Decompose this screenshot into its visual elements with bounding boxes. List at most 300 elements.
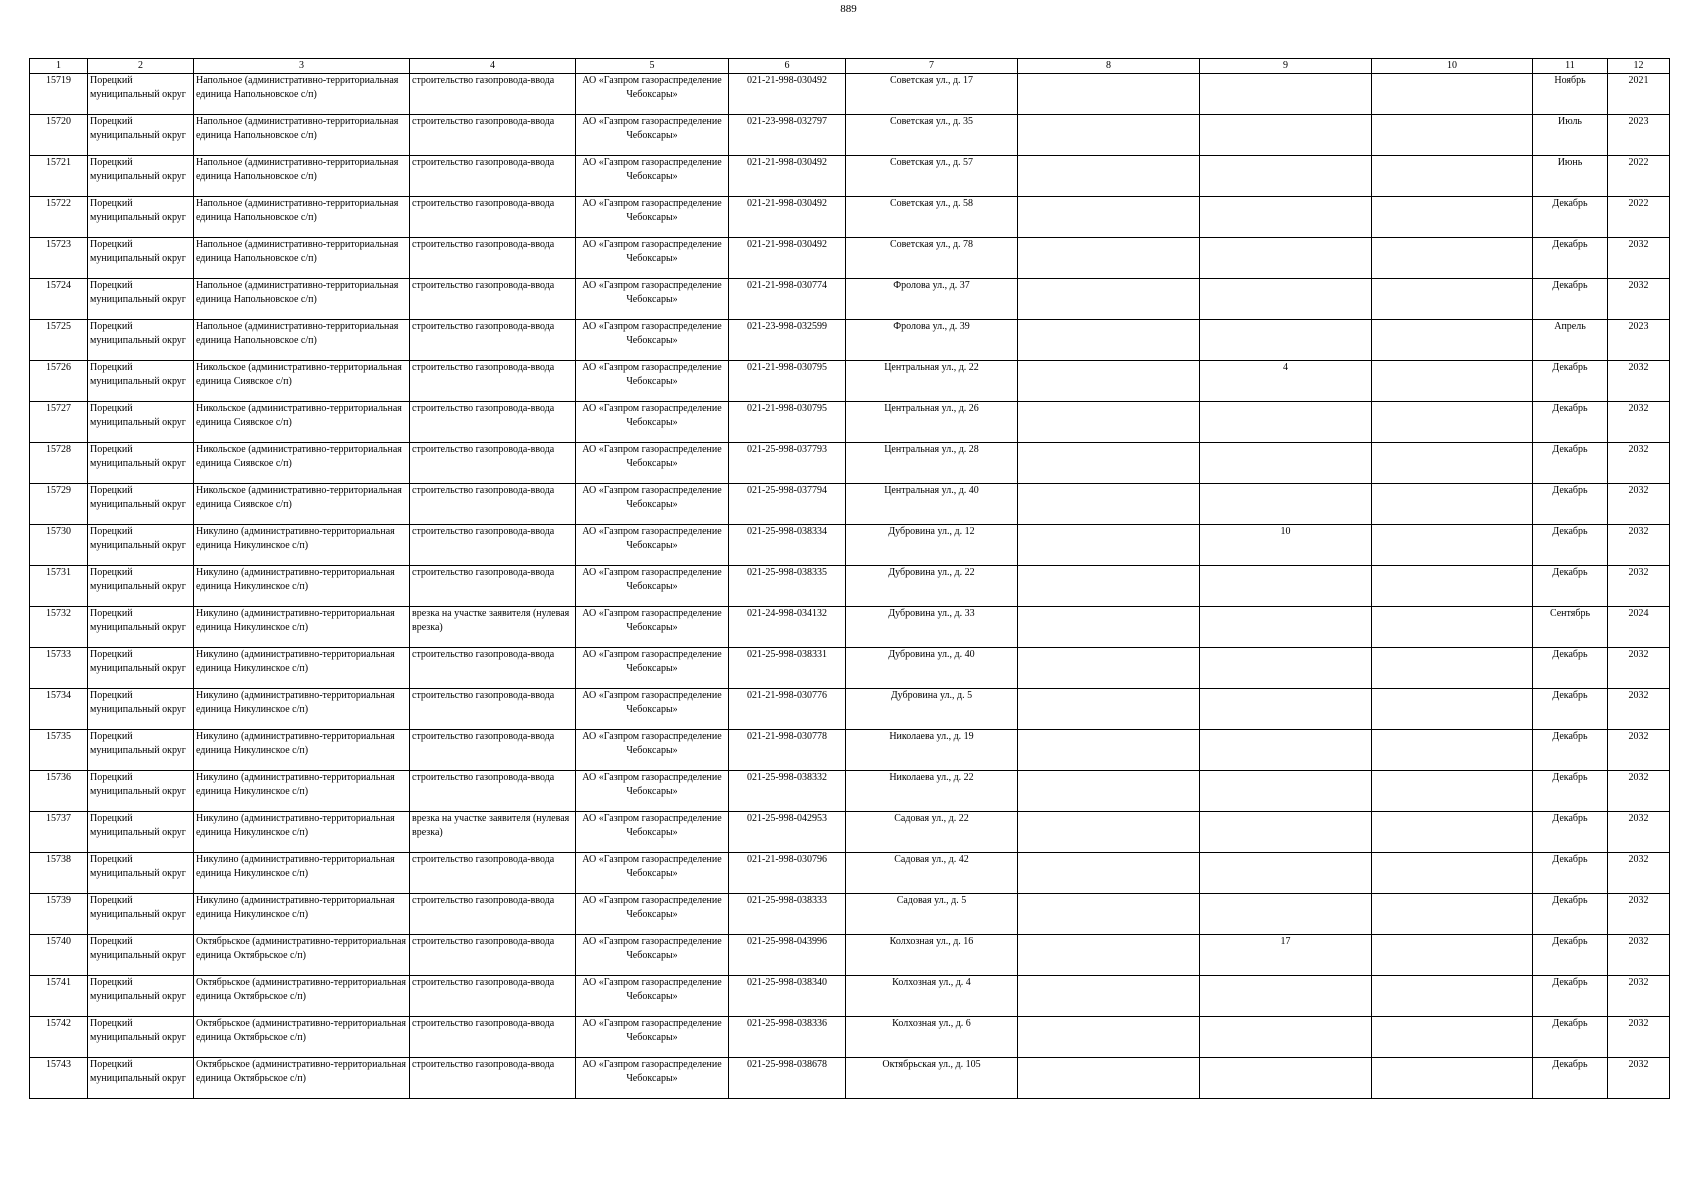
settlement-cell-text: Напольное (административно-территориальная единица Напольновское с/п) (196, 239, 399, 264)
header-cell: 6 (729, 59, 846, 74)
settlement-cell (194, 607, 410, 648)
row-number-cell-text: 15738 (46, 854, 71, 865)
month-cell (1533, 238, 1608, 279)
work-type-cell (410, 1017, 576, 1058)
row-number-cell (30, 812, 88, 853)
column-8-cell (1018, 935, 1200, 976)
month-cell-text: Декабрь (1552, 895, 1588, 906)
address-cell (846, 730, 1018, 771)
district-cell (88, 320, 194, 361)
row-number-cell-text: 15735 (46, 731, 71, 742)
year-cell-text: 2032 (1628, 444, 1649, 455)
settlement-cell (194, 156, 410, 197)
month-cell-text: Декабрь (1552, 362, 1588, 373)
request-number-cell-text: 021-21-998-030795 (747, 403, 827, 414)
district-cell (88, 402, 194, 443)
district-cell (88, 361, 194, 402)
request-number-cell-text: 021-25-998-042953 (747, 813, 827, 824)
settlement-cell-text: Никулино (административно-территориальная единица Никулинское с/п) (196, 526, 395, 551)
district-cell-text: Порецкий муниципальный округ (90, 813, 186, 838)
year-cell-text: 2032 (1628, 362, 1649, 373)
district-cell-text: Порецкий муниципальный округ (90, 362, 186, 387)
settlement-cell-text: Никулино (административно-территориальная единица Никулинское с/п) (196, 895, 395, 920)
year-cell (1608, 607, 1670, 648)
work-type-cell (410, 279, 576, 320)
address-cell (846, 402, 1018, 443)
district-cell-text: Порецкий муниципальный округ (90, 895, 186, 920)
column-8-cell (1018, 402, 1200, 443)
settlement-cell (194, 402, 410, 443)
request-number-cell (729, 525, 846, 566)
organization-cell-text: АО «Газпром газораспределение Чебоксары» (582, 895, 722, 920)
row-number-cell (30, 935, 88, 976)
settlement-cell (194, 771, 410, 812)
header-cell: 10 (1372, 59, 1533, 74)
page-number: 889 (840, 3, 857, 15)
month-cell-text: Декабрь (1552, 772, 1588, 783)
work-type-cell (410, 525, 576, 566)
month-cell-text: Декабрь (1552, 485, 1588, 496)
district-cell-text: Порецкий муниципальный округ (90, 444, 186, 469)
work-type-cell-text: строительство газопровода-ввода (412, 772, 555, 783)
work-type-cell (410, 156, 576, 197)
column-9-cell (1200, 1017, 1372, 1058)
settlement-cell (194, 320, 410, 361)
settlement-cell-text: Никулино (административно-территориальная единица Никулинское с/п) (196, 813, 395, 838)
organization-cell (576, 197, 729, 238)
column-8-cell (1018, 156, 1200, 197)
row-number-cell (30, 156, 88, 197)
settlement-cell-text: Напольное (административно-территориальная единица Напольновское с/п) (196, 198, 399, 223)
work-type-cell (410, 402, 576, 443)
row-number-cell (30, 566, 88, 607)
address-cell-text: Колхозная ул., д. 4 (892, 977, 971, 988)
column-9-cell (1200, 238, 1372, 279)
organization-cell-text: АО «Газпром газораспределение Чебоксары» (582, 1059, 722, 1084)
registry-table (29, 58, 1670, 1099)
month-cell (1533, 607, 1608, 648)
request-number-cell-text: 021-21-998-030795 (747, 362, 827, 373)
request-number-cell-text: 021-21-998-030492 (747, 157, 827, 168)
work-type-cell-text: строительство газопровода-ввода (412, 444, 555, 455)
district-cell (88, 976, 194, 1017)
request-number-cell-text: 021-24-998-034132 (747, 608, 827, 619)
month-cell (1533, 894, 1608, 935)
column-10-cell (1372, 689, 1533, 730)
work-type-cell (410, 484, 576, 525)
settlement-cell (194, 894, 410, 935)
settlement-cell-text: Октябрьское (административно-территориальная единица Октябрьское с/п) (196, 977, 406, 1002)
organization-cell (576, 279, 729, 320)
organization-cell-text: АО «Газпром газораспределение Чебоксары» (582, 239, 722, 264)
column-9-cell-text: 17 (1280, 936, 1291, 947)
table-row (30, 771, 1670, 812)
column-8-cell (1018, 1058, 1200, 1099)
request-number-cell (729, 853, 846, 894)
address-cell (846, 156, 1018, 197)
address-cell (846, 279, 1018, 320)
request-number-cell-text: 021-25-998-038333 (747, 895, 827, 906)
table-header (30, 59, 1670, 74)
column-10-cell (1372, 115, 1533, 156)
month-cell-text: Декабрь (1552, 649, 1588, 660)
table-row (30, 197, 1670, 238)
settlement-cell-text: Никольское (административно-территориальная единица Сиявское с/п) (196, 403, 402, 428)
month-cell (1533, 197, 1608, 238)
year-cell (1608, 853, 1670, 894)
request-number-cell (729, 689, 846, 730)
address-cell (846, 771, 1018, 812)
request-number-cell-text: 021-25-998-038334 (747, 526, 827, 537)
column-10-cell (1372, 853, 1533, 894)
month-cell (1533, 74, 1608, 115)
district-cell-text: Порецкий муниципальный округ (90, 526, 186, 551)
year-cell (1608, 156, 1670, 197)
district-cell (88, 812, 194, 853)
row-number-cell-text: 15737 (46, 813, 71, 824)
table-row (30, 115, 1670, 156)
organization-cell (576, 689, 729, 730)
column-8-cell (1018, 853, 1200, 894)
row-number-cell-text: 15730 (46, 526, 71, 537)
header-cell: 8 (1018, 59, 1200, 74)
column-9-cell (1200, 74, 1372, 115)
month-cell-text: Декабрь (1552, 977, 1588, 988)
table-row (30, 1017, 1670, 1058)
request-number-cell (729, 976, 846, 1017)
settlement-cell (194, 525, 410, 566)
district-cell (88, 730, 194, 771)
column-10-cell (1372, 402, 1533, 443)
table-row (30, 935, 1670, 976)
work-type-cell-text: строительство газопровода-ввода (412, 157, 555, 168)
work-type-cell (410, 771, 576, 812)
column-9-cell-text: 10 (1280, 526, 1291, 537)
column-10-cell (1372, 607, 1533, 648)
address-cell (846, 566, 1018, 607)
request-number-cell (729, 115, 846, 156)
address-cell (846, 74, 1018, 115)
work-type-cell (410, 115, 576, 156)
settlement-cell-text: Никулино (административно-территориальная единица Никулинское с/п) (196, 731, 395, 756)
request-number-cell-text: 021-25-998-038678 (747, 1059, 827, 1070)
column-8-cell (1018, 648, 1200, 689)
district-cell-text: Порецкий муниципальный округ (90, 649, 186, 674)
address-cell (846, 976, 1018, 1017)
district-cell-text: Порецкий муниципальный округ (90, 731, 186, 756)
column-10-cell (1372, 361, 1533, 402)
year-cell-text: 2032 (1628, 772, 1649, 783)
district-cell-text: Порецкий муниципальный округ (90, 1018, 186, 1043)
year-cell-text: 2032 (1628, 649, 1649, 660)
month-cell (1533, 771, 1608, 812)
address-cell-text: Садовая ул., д. 5 (896, 895, 967, 906)
column-8-cell (1018, 361, 1200, 402)
work-type-cell (410, 607, 576, 648)
row-number-cell (30, 894, 88, 935)
column-8-cell (1018, 197, 1200, 238)
month-cell (1533, 566, 1608, 607)
request-number-cell (729, 443, 846, 484)
column-9-cell (1200, 279, 1372, 320)
organization-cell (576, 935, 729, 976)
work-type-cell (410, 853, 576, 894)
column-8-cell (1018, 976, 1200, 1017)
request-number-cell-text: 021-21-998-030492 (747, 75, 827, 86)
column-10-cell (1372, 156, 1533, 197)
work-type-cell (410, 74, 576, 115)
column-8-cell (1018, 812, 1200, 853)
organization-cell-text: АО «Газпром газораспределение Чебоксары» (582, 116, 722, 141)
column-10-cell (1372, 197, 1533, 238)
request-number-cell-text: 021-21-998-030492 (747, 198, 827, 209)
month-cell (1533, 361, 1608, 402)
work-type-cell-text: строительство газопровода-ввода (412, 239, 555, 250)
row-number-cell (30, 74, 88, 115)
month-cell (1533, 484, 1608, 525)
year-cell-text: 2032 (1628, 936, 1649, 947)
settlement-cell-text: Напольное (административно-территориальная единица Напольновское с/п) (196, 280, 399, 305)
column-8-cell (1018, 484, 1200, 525)
header-cell: 7 (846, 59, 1018, 74)
organization-cell-text: АО «Газпром газораспределение Чебоксары» (582, 198, 722, 223)
address-cell-text: Садовая ул., д. 42 (894, 854, 969, 865)
settlement-cell (194, 1017, 410, 1058)
organization-cell-text: АО «Газпром газораспределение Чебоксары» (582, 854, 722, 879)
address-cell-text: Николаева ул., д. 19 (889, 731, 974, 742)
column-8-cell (1018, 525, 1200, 566)
organization-cell-text: АО «Газпром газораспределение Чебоксары» (582, 936, 722, 961)
month-cell (1533, 525, 1608, 566)
address-cell (846, 320, 1018, 361)
organization-cell (576, 320, 729, 361)
request-number-cell (729, 361, 846, 402)
header-cell: 2 (88, 59, 194, 74)
address-cell (846, 894, 1018, 935)
address-cell (846, 115, 1018, 156)
column-10-cell (1372, 320, 1533, 361)
table-body (30, 74, 1670, 1099)
request-number-cell (729, 566, 846, 607)
settlement-cell-text: Никулино (административно-территориальная единица Никулинское с/п) (196, 649, 395, 674)
settlement-cell-text: Никольское (административно-территориальная единица Сиявское с/п) (196, 444, 402, 469)
address-cell-text: Центральная ул., д. 28 (884, 444, 979, 455)
organization-cell-text: АО «Газпром газораспределение Чебоксары» (582, 690, 722, 715)
month-cell (1533, 730, 1608, 771)
table-row (30, 361, 1670, 402)
address-cell (846, 238, 1018, 279)
address-cell (846, 197, 1018, 238)
organization-cell (576, 648, 729, 689)
column-9-cell (1200, 607, 1372, 648)
row-number-cell (30, 484, 88, 525)
address-cell-text: Фролова ул., д. 39 (893, 321, 970, 332)
month-cell (1533, 976, 1608, 1017)
row-number-cell-text: 15739 (46, 895, 71, 906)
address-cell-text: Колхозная ул., д. 6 (892, 1018, 971, 1029)
work-type-cell-text: строительство газопровода-ввода (412, 895, 555, 906)
address-cell-text: Советская ул., д. 35 (889, 116, 974, 127)
row-number-cell (30, 320, 88, 361)
organization-cell (576, 402, 729, 443)
year-cell-text: 2023 (1628, 321, 1649, 332)
settlement-cell (194, 238, 410, 279)
settlement-cell (194, 279, 410, 320)
table-row (30, 320, 1670, 361)
address-cell-text: Дубровина ул., д. 33 (888, 608, 975, 619)
request-number-cell-text: 021-25-998-043996 (747, 936, 827, 947)
column-10-cell (1372, 648, 1533, 689)
month-cell-text: Июль (1558, 116, 1582, 127)
year-cell (1608, 402, 1670, 443)
month-cell-text: Апрель (1554, 321, 1586, 332)
work-type-cell-text: строительство газопровода-ввода (412, 75, 555, 86)
request-number-cell-text: 021-25-998-038340 (747, 977, 827, 988)
row-number-cell-text: 15736 (46, 772, 71, 783)
work-type-cell-text: строительство газопровода-ввода (412, 526, 555, 537)
row-number-cell-text: 15743 (46, 1059, 71, 1070)
month-cell (1533, 853, 1608, 894)
table-row (30, 689, 1670, 730)
organization-cell (576, 853, 729, 894)
table-row (30, 853, 1670, 894)
district-cell (88, 1017, 194, 1058)
year-cell-text: 2032 (1628, 567, 1649, 578)
request-number-cell-text: 021-23-998-032797 (747, 116, 827, 127)
settlement-cell (194, 812, 410, 853)
year-cell (1608, 771, 1670, 812)
organization-cell (576, 525, 729, 566)
row-number-cell (30, 976, 88, 1017)
row-number-cell-text: 15733 (46, 649, 71, 660)
column-8-cell (1018, 894, 1200, 935)
district-cell-text: Порецкий муниципальный округ (90, 854, 186, 879)
work-type-cell-text: строительство газопровода-ввода (412, 321, 555, 332)
district-cell (88, 689, 194, 730)
settlement-cell-text: Никулино (административно-территориальная единица Никулинское с/п) (196, 567, 395, 592)
district-cell (88, 853, 194, 894)
address-cell-text: Садовая ул., д. 22 (894, 813, 969, 824)
address-cell-text: Советская ул., д. 78 (889, 239, 974, 250)
district-cell (88, 115, 194, 156)
year-cell (1608, 197, 1670, 238)
month-cell (1533, 443, 1608, 484)
work-type-cell-text: строительство газопровода-ввода (412, 690, 555, 701)
organization-cell-text: АО «Газпром газораспределение Чебоксары» (582, 567, 722, 592)
month-cell (1533, 320, 1608, 361)
header-cell: 4 (410, 59, 576, 74)
month-cell-text: Декабрь (1552, 731, 1588, 742)
district-cell-text: Порецкий муниципальный округ (90, 75, 186, 100)
district-cell (88, 607, 194, 648)
month-cell-text: Декабрь (1552, 280, 1588, 291)
year-cell-text: 2023 (1628, 116, 1649, 127)
settlement-cell (194, 74, 410, 115)
year-cell-text: 2032 (1628, 895, 1649, 906)
address-cell-text: Дубровина ул., д. 40 (888, 649, 975, 660)
address-cell-text: Николаева ул., д. 22 (889, 772, 974, 783)
column-8-cell (1018, 566, 1200, 607)
row-number-cell-text: 15719 (46, 75, 71, 86)
month-cell (1533, 648, 1608, 689)
row-number-cell-text: 15729 (46, 485, 71, 496)
row-number-cell-text: 15720 (46, 116, 71, 127)
row-number-cell (30, 238, 88, 279)
request-number-cell-text: 021-25-998-037794 (747, 485, 827, 496)
organization-cell-text: АО «Газпром газораспределение Чебоксары» (582, 280, 722, 305)
district-cell-text: Порецкий муниципальный округ (90, 485, 186, 510)
request-number-cell (729, 771, 846, 812)
work-type-cell-text: строительство газопровода-ввода (412, 1018, 555, 1029)
organization-cell-text: АО «Газпром газораспределение Чебоксары» (582, 526, 722, 551)
district-cell (88, 771, 194, 812)
request-number-cell (729, 812, 846, 853)
organization-cell (576, 894, 729, 935)
month-cell-text: Сентябрь (1549, 608, 1591, 619)
month-cell (1533, 935, 1608, 976)
year-cell (1608, 115, 1670, 156)
organization-cell-text: АО «Газпром газораспределение Чебоксары» (582, 444, 722, 469)
month-cell-text: Декабрь (1552, 936, 1588, 947)
year-cell (1608, 238, 1670, 279)
district-cell (88, 156, 194, 197)
table-row (30, 566, 1670, 607)
column-9-cell (1200, 853, 1372, 894)
work-type-cell-text: строительство газопровода-ввода (412, 731, 555, 742)
row-number-cell-text: 15726 (46, 362, 71, 373)
request-number-cell-text: 021-21-998-030778 (747, 731, 827, 742)
column-8-cell (1018, 1017, 1200, 1058)
district-cell-text: Порецкий муниципальный округ (90, 936, 186, 961)
column-8-cell (1018, 607, 1200, 648)
request-number-cell-text: 021-21-998-030796 (747, 854, 827, 865)
year-cell (1608, 976, 1670, 1017)
organization-cell (576, 976, 729, 1017)
request-number-cell-text: 021-25-998-038336 (747, 1018, 827, 1029)
column-8-cell (1018, 279, 1200, 320)
district-cell-text: Порецкий муниципальный округ (90, 280, 186, 305)
address-cell (846, 689, 1018, 730)
settlement-cell (194, 935, 410, 976)
organization-cell-text: АО «Газпром газораспределение Чебоксары» (582, 403, 722, 428)
row-number-cell (30, 525, 88, 566)
work-type-cell-text: строительство газопровода-ввода (412, 403, 555, 414)
column-9-cell (1200, 730, 1372, 771)
organization-cell-text: АО «Газпром газораспределение Чебоксары» (582, 772, 722, 797)
settlement-cell-text: Никулино (административно-территориальная единица Никулинское с/п) (196, 608, 395, 633)
settlement-cell (194, 648, 410, 689)
row-number-cell-text: 15722 (46, 198, 71, 209)
request-number-cell (729, 935, 846, 976)
organization-cell-text: АО «Газпром газораспределение Чебоксары» (582, 649, 722, 674)
district-cell-text: Порецкий муниципальный округ (90, 772, 186, 797)
organization-cell (576, 1058, 729, 1099)
column-10-cell (1372, 484, 1533, 525)
organization-cell (576, 74, 729, 115)
work-type-cell-text: строительство газопровода-ввода (412, 567, 555, 578)
work-type-cell-text: строительство газопровода-ввода (412, 649, 555, 660)
year-cell-text: 2032 (1628, 526, 1649, 537)
year-cell (1608, 812, 1670, 853)
row-number-cell-text: 15723 (46, 239, 71, 250)
organization-cell-text: АО «Газпром газораспределение Чебоксары» (582, 731, 722, 756)
settlement-cell-text: Октябрьское (административно-территориальная единица Октябрьское с/п) (196, 936, 406, 961)
work-type-cell (410, 361, 576, 402)
address-cell-text: Центральная ул., д. 40 (884, 485, 979, 496)
year-cell-text: 2021 (1628, 75, 1649, 86)
year-cell-text: 2032 (1628, 690, 1649, 701)
address-cell-text: Дубровина ул., д. 5 (890, 690, 973, 701)
